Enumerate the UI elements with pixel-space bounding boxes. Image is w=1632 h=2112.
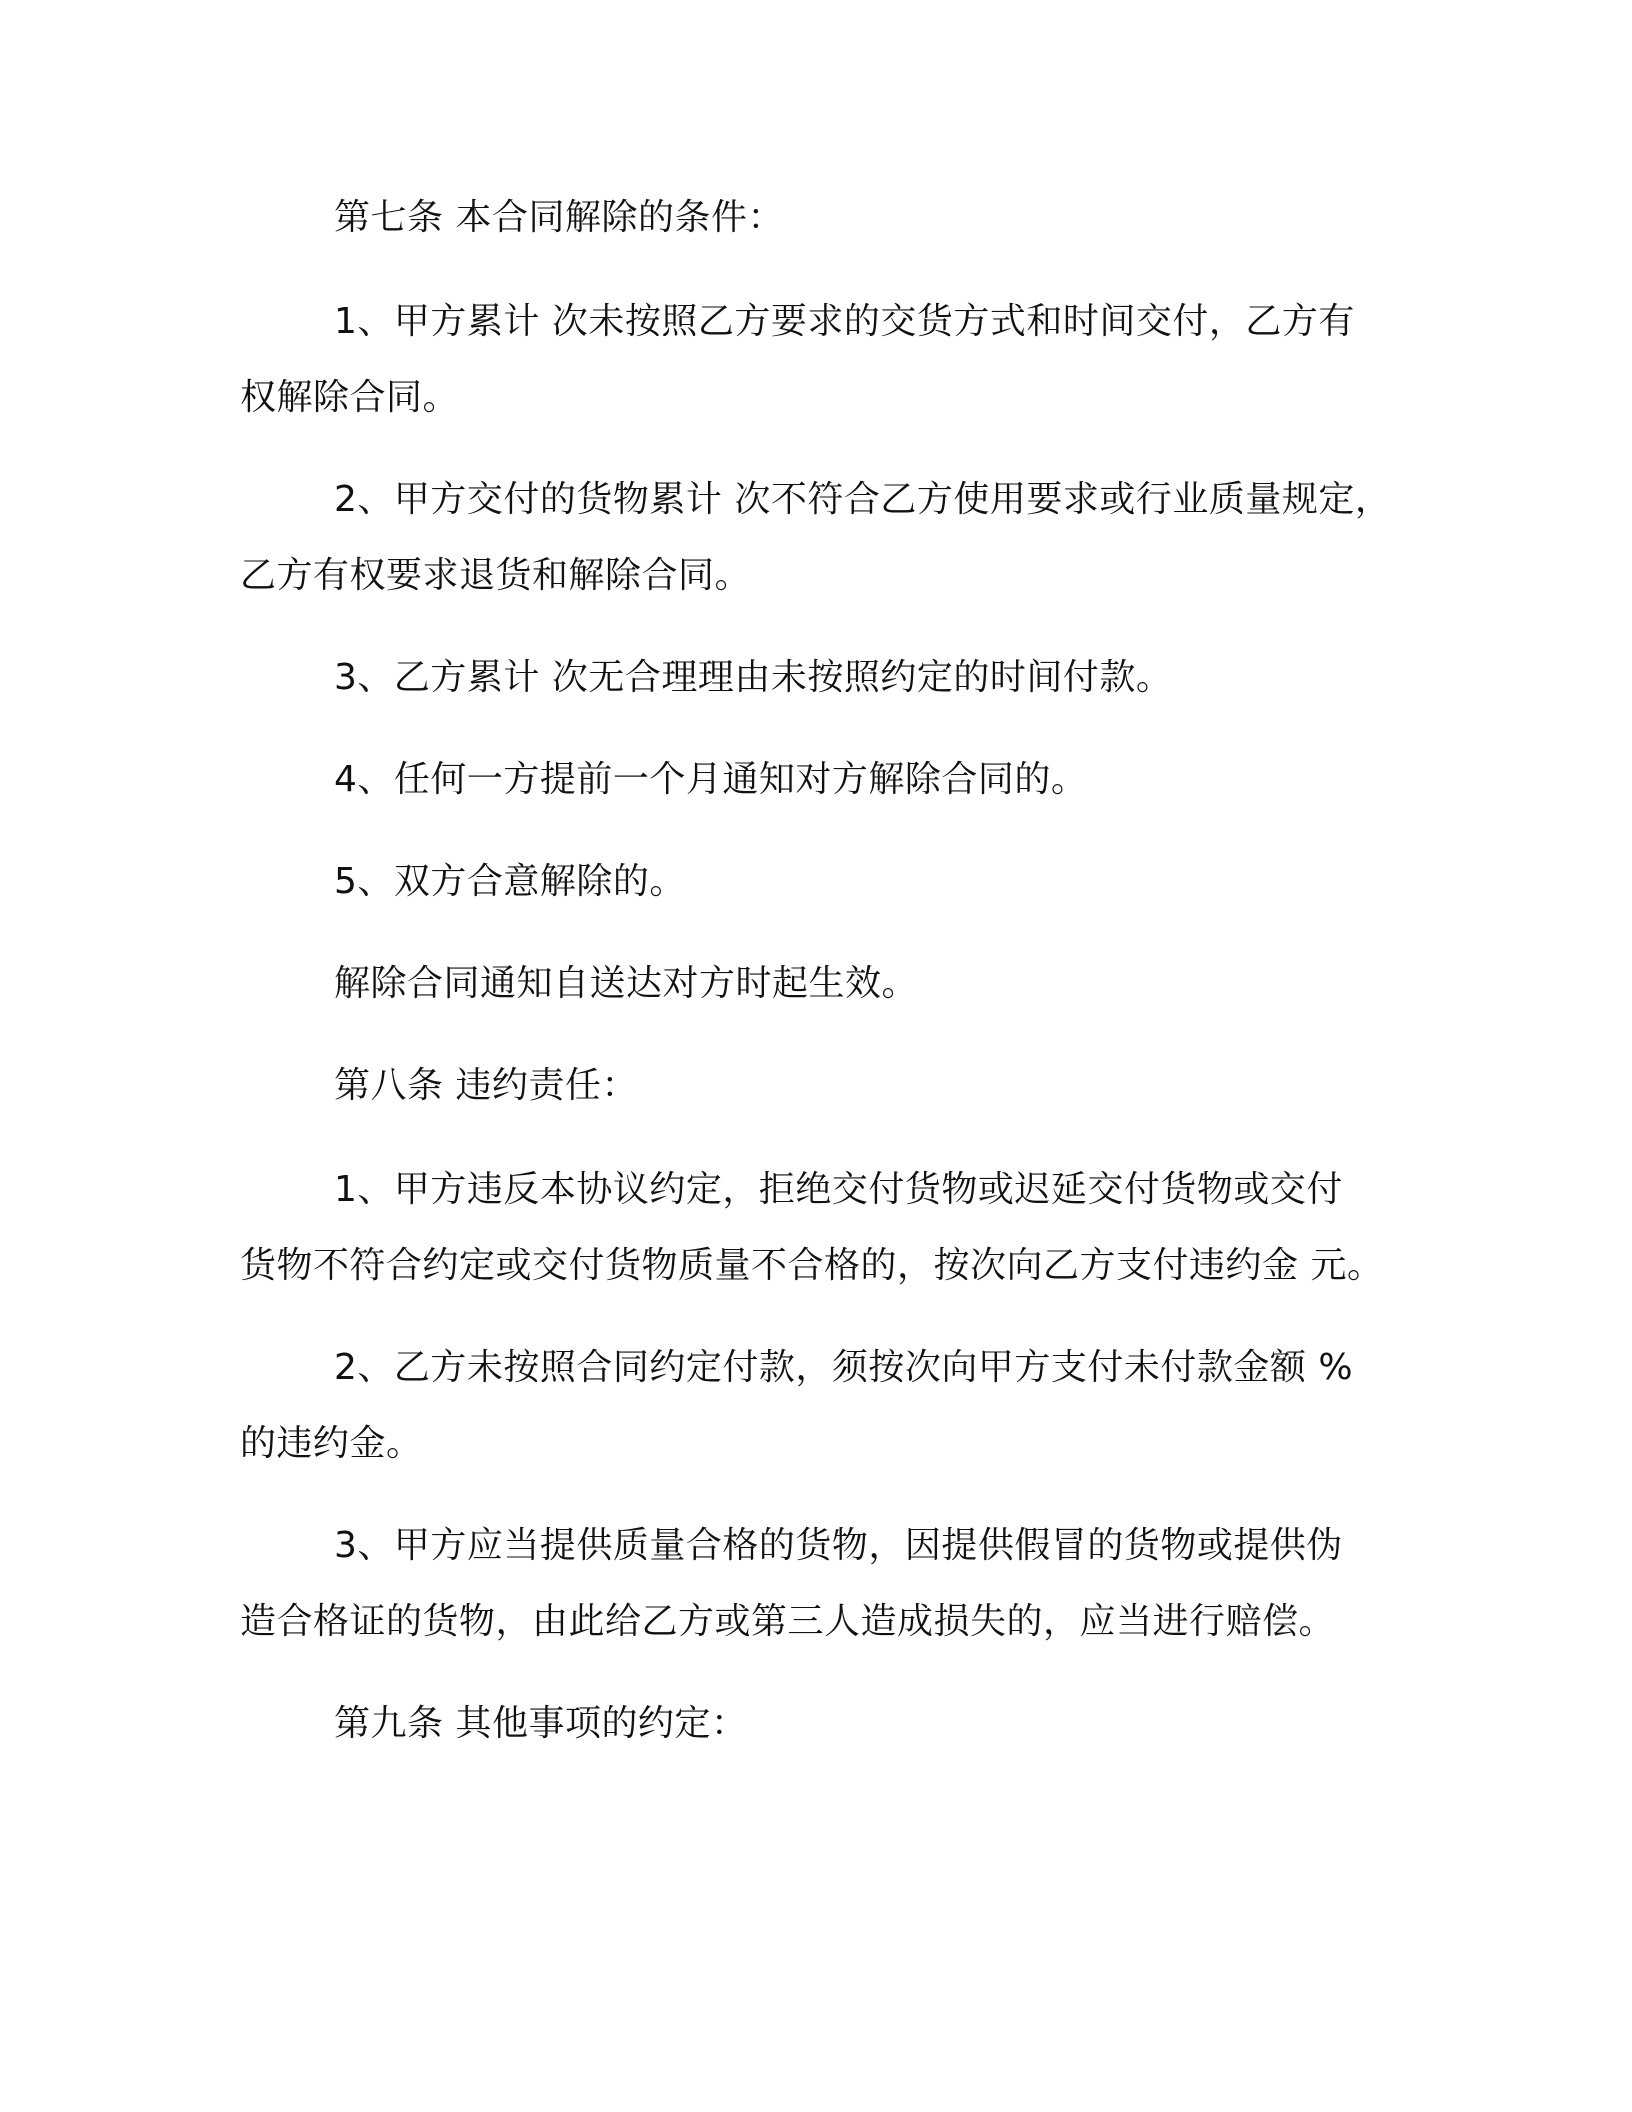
article-9-heading: 第九条 其他事项的约定： [334,1703,748,1744]
article-7-item-4: 4、任何一方提前一个月通知对方解除合同的。 [334,759,1088,800]
article-7-item-2-line-2: 乙方有权要求退货和解除合同。 [240,555,752,596]
article-8-item-2-line-2: 的违约金。 [240,1423,423,1464]
article-7-note: 解除合同通知自送达对方时起生效。 [334,963,919,1004]
article-8-item-3-line-2: 造合格证的货物，由此给乙方或第三人造成损失的，应当进行赔偿。 [240,1601,1336,1642]
article-7-item-1-line-1: 1、甲方累计 次未按照乙方要求的交货方式和时间交付，乙方有 [334,301,1355,342]
article-7-item-5: 5、双方合意解除的。 [334,861,686,902]
article-8-item-1-line-1: 1、甲方违反本协议约定，拒绝交付货物或迟延交付货物或交付 [334,1169,1343,1210]
article-7-heading: 第七条 本合同解除的条件： [334,197,784,238]
article-7-item-1-line-2: 权解除合同。 [240,377,460,418]
article-8-heading: 第八条 违约责任： [334,1065,638,1106]
article-8-item-1-line-2: 货物不符合约定或交付货物质量不合格的，按次向乙方支付违约金 元。 [240,1245,1384,1286]
article-8-item-3-line-1: 3、甲方应当提供质量合格的货物，因提供假冒的货物或提供伪 [334,1525,1343,1566]
article-8-item-2-line-1: 2、乙方未按照合同约定付款，须按次向甲方支付未付款金额 % [334,1347,1354,1388]
article-7-item-2-line-1: 2、甲方交付的货物累计 次不符合乙方使用要求或行业质量规定， [334,479,1392,520]
article-7-item-3: 3、乙方累计 次无合理理由未按照约定的时间付款。 [334,657,1173,698]
